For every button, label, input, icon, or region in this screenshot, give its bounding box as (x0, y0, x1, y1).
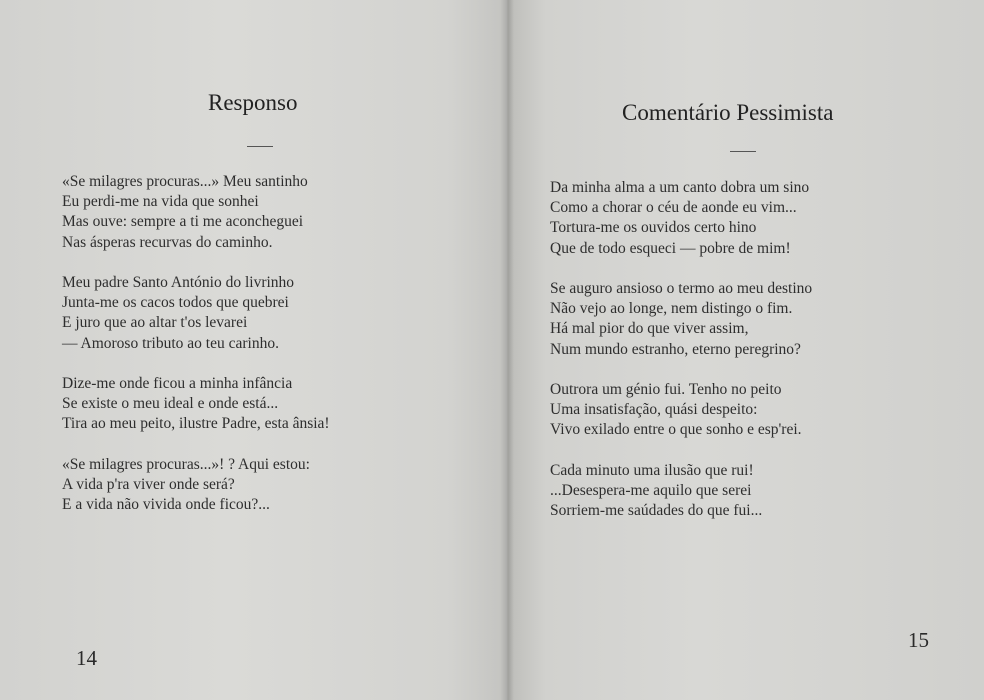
poem-comentario-pessimista (550, 178, 812, 542)
stanza (550, 380, 812, 441)
poem-title-comentario-pessimista: Comentário Pessimista (622, 100, 834, 125)
stanza (550, 279, 812, 360)
verse-line: Junta-me os cacos todos que quebrei (62, 294, 289, 312)
stanza (62, 374, 330, 435)
stanza (62, 172, 330, 253)
verse-line: Nas ásperas recurvas do caminho. (62, 233, 273, 251)
verse-line: Outrora um génio fui. Tenho no peito (550, 381, 782, 398)
poem-title-responso: Responso (208, 90, 298, 115)
verse-line: Se existe o meu ideal e onde está... (62, 395, 279, 413)
verse-line: Há mal pior do que viver assim, (550, 320, 749, 338)
stanza (550, 178, 812, 259)
verse-line: Se auguro ansioso o termo ao meu destino (550, 280, 813, 297)
verse-line: Num mundo estranho, eterno peregrino? (550, 340, 801, 358)
title-divider (247, 146, 273, 147)
verse-line: Vivo exilado entre o que sonho e esp'rei. (550, 421, 802, 439)
verse-line: Uma insatisfação, quási despeito: (550, 401, 758, 419)
verse-line: Não vejo ao longe, nem distingo o fim. (550, 300, 793, 318)
verse-line: Cada minuto uma ilusão que rui! (550, 461, 754, 479)
verse-line: «Se milagres procuras...»! ? Aqui estou: (62, 455, 310, 473)
verse-line: Mas ouve: sempre a ti me aconcheguei (62, 213, 304, 231)
book-gutter (500, 0, 514, 700)
verse-line: A vida p'ra viver onde será? (62, 476, 235, 493)
verse-line: — Amoroso tributo ao teu carinho. (62, 334, 279, 352)
verse-line: «Se milagres procuras...» Meu santinho (62, 173, 308, 190)
page-number-right: 15 (908, 628, 929, 652)
verse-line: Dize-me onde ficou a minha infância (62, 375, 293, 392)
verse-line: Que de todo esqueci — pobre de mim! (550, 239, 791, 257)
poem-responso (62, 172, 330, 536)
verse-line: E juro que ao altar t'os levarei (62, 314, 248, 332)
verse-line: Tira ao meu peito, ilustre Padre, esta ânsia! (62, 415, 330, 433)
stanza (62, 273, 330, 354)
page-number-left: 14 (76, 646, 97, 670)
title-divider (730, 151, 756, 152)
verse-line: E a vida não vivida onde ficou?... (62, 496, 270, 514)
verse-line: Eu perdi-me na vida que sonhei (62, 193, 259, 211)
right-page (508, 0, 984, 700)
verse-line: Sorriem-me saúdades do que fui... (550, 502, 763, 520)
verse-line: Tortura-me os ouvidos certo hino (550, 219, 757, 237)
verse-line: Da minha alma a um canto dobra um sino (550, 179, 810, 196)
stanza (62, 455, 330, 516)
verse-line: ...Desespera-me aquilo que serei (550, 482, 752, 499)
verse-line: Meu padre Santo António do livrinho (62, 274, 295, 291)
stanza (550, 461, 812, 522)
verse-line: Como a chorar o céu de aonde eu vim... (550, 199, 797, 217)
